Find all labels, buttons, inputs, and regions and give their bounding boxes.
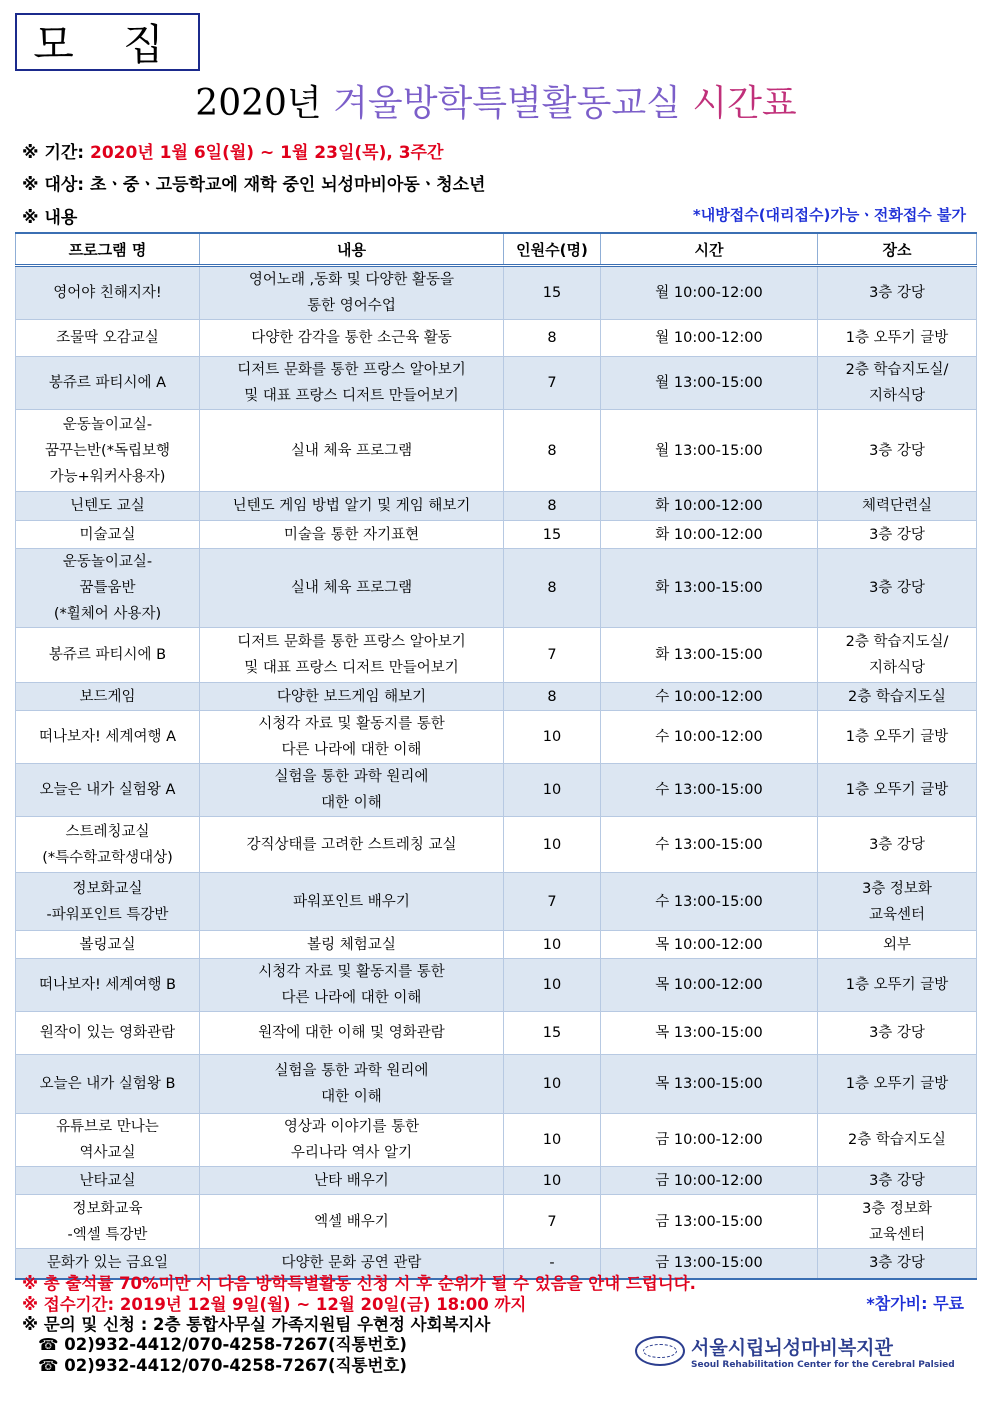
table-row xyxy=(16,1114,977,1167)
table-row xyxy=(16,1055,977,1114)
table-row xyxy=(16,1195,977,1249)
table-row xyxy=(16,817,977,873)
cell-program: 볼링교실 xyxy=(16,931,200,959)
target-line: ※ 대상: 초ㆍ중ㆍ고등학교에 재학 중인 뇌성마비아동ㆍ청소년 xyxy=(22,175,486,195)
org-name-en: Seoul Rehabilitation Center for the Cerebral Palsied xyxy=(691,1359,955,1370)
cell-program: 유튜브로 만나는 역사교실 xyxy=(16,1114,200,1167)
cell-time: 수 10:00-12:00 xyxy=(601,683,818,711)
cell-count: 10 xyxy=(504,931,601,959)
cell-content: 다양한 문화 공연 관람 xyxy=(200,1249,504,1279)
cell-time: 수 10:00-12:00 xyxy=(601,711,818,764)
table-row xyxy=(16,1012,977,1055)
table-row xyxy=(16,357,977,410)
table-row xyxy=(16,266,977,320)
cell-count: 10 xyxy=(504,1055,601,1114)
cell-content: 닌텐도 게임 방법 알기 및 게임 해보기 xyxy=(200,492,504,521)
org-name-ko: 서울시립뇌성마비복지관 xyxy=(691,1336,893,1359)
title-year: 2020년 xyxy=(195,83,322,124)
cell-content: 원작에 대한 이해 및 영화관람 xyxy=(200,1012,504,1055)
cell-time: 목 13:00-15:00 xyxy=(601,1055,818,1114)
page-title xyxy=(0,75,992,126)
header-program: 프로그램 명 xyxy=(16,233,200,266)
cell-time: 월 13:00-15:00 xyxy=(601,357,818,410)
table-row xyxy=(16,959,977,1012)
period-value: 2020년 1월 6일(월) ~ 1월 23일(목), 3주간 xyxy=(90,143,444,163)
cell-content: 영상과 이야기를 통한 우리나라 역사 알기 xyxy=(200,1114,504,1167)
table-row xyxy=(16,1167,977,1195)
cell-time: 수 13:00-15:00 xyxy=(601,764,818,817)
cell-program: 닌텐도 교실 xyxy=(16,492,200,521)
title-tail: 시간표 xyxy=(692,83,797,124)
cell-program: 운동놀이교실- 꿈꾸는반(*독립보행 가능+워커사용자) xyxy=(16,410,200,492)
cell-program: 정보화교실 -파워포인트 특강반 xyxy=(16,873,200,931)
cell-place: 2층 학습지도실 xyxy=(818,683,977,711)
cell-content: 시청각 자료 및 활동지를 통한 다른 나라에 대한 이해 xyxy=(200,959,504,1012)
cell-place: 1층 오뚜기 글방 xyxy=(818,711,977,764)
cell-content: 엑셀 배우기 xyxy=(200,1195,504,1249)
fee-note: *참가비: 무료 xyxy=(866,1294,964,1313)
cell-place: 2층 학습지도실 xyxy=(818,1114,977,1167)
cell-count: 10 xyxy=(504,1114,601,1167)
cell-content: 실험을 통한 과학 원리에 대한 이해 xyxy=(200,764,504,817)
cell-place: 체력단련실 xyxy=(818,492,977,521)
cell-time: 목 10:00-12:00 xyxy=(601,931,818,959)
cell-count: 7 xyxy=(504,1195,601,1249)
cell-content: 디저트 문화를 통한 프랑스 알아보기 및 대표 프랑스 디저트 만들어보기 xyxy=(200,628,504,683)
title-main: 겨울방학특별활동교실 xyxy=(333,83,681,124)
cell-time: 월 13:00-15:00 xyxy=(601,410,818,492)
cell-place: 1층 오뚜기 글방 xyxy=(818,764,977,817)
cell-count: 7 xyxy=(504,357,601,410)
period-label: ※ 기간: xyxy=(22,143,91,163)
cell-time: 수 13:00-15:00 xyxy=(601,873,818,931)
cell-time: 목 10:00-12:00 xyxy=(601,959,818,1012)
application-period: ※ 접수기간: 2019년 12월 9일(월) ~ 12월 20일(금) 18:00 까지 xyxy=(22,1295,527,1314)
cell-count: 10 xyxy=(504,764,601,817)
recruit-text: 모 집 xyxy=(33,20,182,69)
header-content: 내용 xyxy=(200,233,504,266)
table-row xyxy=(16,764,977,817)
cell-count: 7 xyxy=(504,628,601,683)
cell-content: 디저트 문화를 통한 프랑스 알아보기 및 대표 프랑스 디저트 만들어보기 xyxy=(200,357,504,410)
cell-place: 3층 정보화 교육센터 xyxy=(818,1195,977,1249)
cell-count: 8 xyxy=(504,492,601,521)
cell-count: 8 xyxy=(504,410,601,492)
cell-program: 영어야 친해지자! xyxy=(16,266,200,320)
cell-count: 7 xyxy=(504,873,601,931)
table-row xyxy=(16,628,977,683)
cell-place: 1층 오뚜기 글방 xyxy=(818,959,977,1012)
cell-time: 수 13:00-15:00 xyxy=(601,817,818,873)
cell-place: 3층 강당 xyxy=(818,549,977,628)
cell-place: 3층 강당 xyxy=(818,817,977,873)
cell-program: 문화가 있는 금요일 xyxy=(16,1249,200,1279)
recruit-badge xyxy=(15,13,200,71)
reception-note: *내방접수(대리접수)가능ㆍ전화접수 불가 xyxy=(692,206,966,224)
table-row xyxy=(16,683,977,711)
cell-program: 떠나보자! 세계여행 A xyxy=(16,711,200,764)
cell-program: 미술교실 xyxy=(16,521,200,549)
attendance-notice: ※ 총 출석률 70%미만 시 다음 방학특별활동 신청 시 후 순위가 될 수 있음을 안내 드립니다. xyxy=(22,1274,696,1293)
cell-place: 3층 강당 xyxy=(818,266,977,320)
cell-content: 강직상태를 고려한 스트레칭 교실 xyxy=(200,817,504,873)
table-row xyxy=(16,549,977,628)
cell-program: 운동놀이교실- 꿈틀움반 (*휠체어 사용자) xyxy=(16,549,200,628)
cell-program: 봉쥬르 파티시에 B xyxy=(16,628,200,683)
cell-place: 3층 강당 xyxy=(818,410,977,492)
cell-count: - xyxy=(504,1249,601,1279)
cell-time: 금 13:00-15:00 xyxy=(601,1249,818,1279)
table-row xyxy=(16,410,977,492)
phone-line-1: ☎ 02)932-4412/070-4258-7267(직통번호) xyxy=(38,1335,407,1354)
cell-content: 시청각 자료 및 활동지를 통한 다른 나라에 대한 이해 xyxy=(200,711,504,764)
cell-place: 3층 강당 xyxy=(818,1249,977,1279)
cell-program: 조물딱 오감교실 xyxy=(16,320,200,357)
header-place: 장소 xyxy=(818,233,977,266)
phone-line-2: ☎ 02)932-4412/070-4258-7267(직통번호) xyxy=(38,1356,407,1375)
cell-time: 화 10:00-12:00 xyxy=(601,492,818,521)
cell-place: 외부 xyxy=(818,931,977,959)
cell-program: 난타교실 xyxy=(16,1167,200,1195)
cell-program: 원작이 있는 영화관람 xyxy=(16,1012,200,1055)
org-logo xyxy=(635,1330,975,1372)
header-count: 인원수(명) xyxy=(504,233,601,266)
cell-count: 8 xyxy=(504,683,601,711)
cell-program: 봉쥬르 파티시에 A xyxy=(16,357,200,410)
table-row xyxy=(16,521,977,549)
cell-place: 2층 학습지도실/ 지하식당 xyxy=(818,628,977,683)
cell-time: 금 10:00-12:00 xyxy=(601,1167,818,1195)
table-header-row xyxy=(16,233,977,266)
table-row xyxy=(16,873,977,931)
cell-content: 영어노래 ,동화 및 다양한 활동을 통한 영어수업 xyxy=(200,266,504,320)
cell-count: 15 xyxy=(504,266,601,320)
cell-content: 난타 배우기 xyxy=(200,1167,504,1195)
cell-content: 파워포인트 배우기 xyxy=(200,873,504,931)
cell-count: 10 xyxy=(504,959,601,1012)
cell-content: 볼링 체험교실 xyxy=(200,931,504,959)
content-label: ※ 내용 xyxy=(22,208,78,228)
table-row xyxy=(16,931,977,959)
cell-place: 3층 강당 xyxy=(818,1012,977,1055)
cell-time: 금 10:00-12:00 xyxy=(601,1114,818,1167)
cell-program: 보드게임 xyxy=(16,683,200,711)
cell-time: 목 13:00-15:00 xyxy=(601,1012,818,1055)
inquiry-line: ※ 문의 및 신청 : 2층 통합사무실 가족지원팀 우현정 사회복지사 xyxy=(22,1315,491,1334)
cell-place: 3층 강당 xyxy=(818,1167,977,1195)
cell-count: 10 xyxy=(504,1167,601,1195)
table-row xyxy=(16,320,977,357)
cell-time: 월 10:00-12:00 xyxy=(601,266,818,320)
header-time: 시간 xyxy=(601,233,818,266)
cell-program: 오늘은 내가 실험왕 B xyxy=(16,1055,200,1114)
cell-content: 미술을 통한 자기표현 xyxy=(200,521,504,549)
cell-time: 금 13:00-15:00 xyxy=(601,1195,818,1249)
cell-count: 10 xyxy=(504,711,601,764)
cell-count: 15 xyxy=(504,1012,601,1055)
table-row xyxy=(16,492,977,521)
cell-place: 1층 오뚜기 글방 xyxy=(818,320,977,357)
cell-program: 정보화교육 -엑셀 특강반 xyxy=(16,1195,200,1249)
cell-content: 다양한 감각을 통한 소근육 활동 xyxy=(200,320,504,357)
cell-time: 월 10:00-12:00 xyxy=(601,320,818,357)
cell-time: 화 13:00-15:00 xyxy=(601,628,818,683)
cell-content: 실내 체육 프로그램 xyxy=(200,410,504,492)
cell-time: 화 10:00-12:00 xyxy=(601,521,818,549)
cell-program: 오늘은 내가 실험왕 A xyxy=(16,764,200,817)
cell-time: 화 13:00-15:00 xyxy=(601,549,818,628)
cell-count: 8 xyxy=(504,549,601,628)
cell-program: 떠나보자! 세계여행 B xyxy=(16,959,200,1012)
cell-place: 3층 강당 xyxy=(818,521,977,549)
cell-content: 실험을 통한 과학 원리에 대한 이해 xyxy=(200,1055,504,1114)
seal-icon xyxy=(635,1336,685,1366)
cell-program: 스트레칭교실 (*특수학교학생대상) xyxy=(16,817,200,873)
cell-count: 10 xyxy=(504,817,601,873)
cell-place: 3층 정보화 교육센터 xyxy=(818,873,977,931)
period-line xyxy=(22,138,443,163)
cell-place: 2층 학습지도실/ 지하식당 xyxy=(818,357,977,410)
schedule-table xyxy=(15,232,977,1280)
cell-place: 1층 오뚜기 글방 xyxy=(818,1055,977,1114)
cell-content: 다양한 보드게임 해보기 xyxy=(200,683,504,711)
cell-content: 실내 체육 프로그램 xyxy=(200,549,504,628)
cell-count: 15 xyxy=(504,521,601,549)
cell-count: 8 xyxy=(504,320,601,357)
table-row xyxy=(16,711,977,764)
